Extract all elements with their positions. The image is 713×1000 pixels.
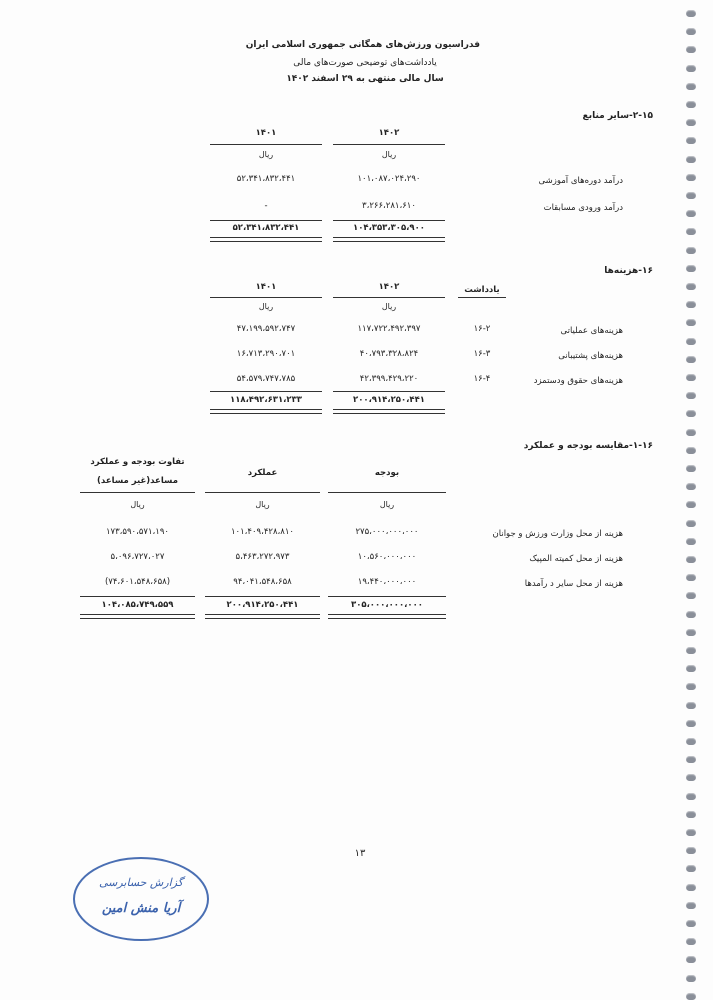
header-rule <box>328 492 446 493</box>
value-cell: (۷۴،۶۰۱،۵۴۸،۶۵۸) <box>104 577 171 587</box>
col-diff-header: تفاوت بودجه و عملکرد <box>90 457 185 467</box>
binding-ring <box>686 101 696 108</box>
subtotal-rule <box>80 596 195 597</box>
value-cell: - <box>264 201 268 211</box>
binding-ring <box>686 520 696 527</box>
note-col-header: یادداشت <box>464 285 500 295</box>
unit-label: ریال <box>381 150 397 159</box>
binding-ring <box>686 538 696 545</box>
binding-ring <box>686 10 696 17</box>
total-double-rule <box>80 614 195 619</box>
value-cell: ۹۴،۰۴۱،۵۴۸،۶۵۸ <box>233 577 292 587</box>
total-double-rule <box>328 614 446 619</box>
binding-ring <box>686 829 696 836</box>
value-cell: ۵،۴۶۳،۲۷۲،۹۷۳ <box>235 552 290 562</box>
section-16-title: ۱۶-هزینه‌ها <box>604 266 653 276</box>
row-label: درآمد دوره‌های آموزشی <box>538 176 623 186</box>
binding-ring <box>686 392 696 399</box>
binding-ring <box>686 738 696 745</box>
binding-ring <box>686 720 696 727</box>
subtotal-rule <box>333 220 445 221</box>
unit-label: ریال <box>379 500 395 509</box>
binding-ring <box>686 247 696 254</box>
row-label: هزینه‌های عملیاتی <box>560 326 623 336</box>
binding-ring <box>686 265 696 272</box>
value-cell: ۲۷۵،۰۰۰،۰۰۰،۰۰۰ <box>355 527 419 537</box>
note-ref: ۱۶-۳ <box>473 349 491 359</box>
binding-ring <box>686 83 696 90</box>
total-double-rule <box>210 237 322 242</box>
col-year-1401: ۱۴۰۱ <box>255 128 277 138</box>
value-cell: ۵،۰۹۶،۷۲۷،۰۲۷ <box>110 552 165 562</box>
binding-ring <box>686 647 696 654</box>
col-year-1402: ۱۴۰۲ <box>378 128 400 138</box>
note-ref: ۱۶-۴ <box>473 374 491 384</box>
col-actual-header: عملکرد <box>247 468 278 478</box>
binding-ring <box>686 592 696 599</box>
auditor-stamp <box>73 857 209 941</box>
header-rule <box>458 297 506 298</box>
binding-ring <box>686 137 696 144</box>
binding-ring <box>686 356 696 363</box>
total-cell: ۲۰۰،۹۱۴،۲۵۰،۴۴۱ <box>353 395 425 405</box>
row-label: درآمد ورودی مسابقات <box>543 203 623 213</box>
binding-ring <box>686 46 696 53</box>
value-cell: ۳،۲۶۶،۲۸۱،۶۱۰ <box>362 201 416 211</box>
binding-ring <box>686 665 696 672</box>
unit-label: ریال <box>381 302 397 311</box>
subtotal-rule <box>333 391 445 392</box>
binding-ring <box>686 410 696 417</box>
subtotal-rule <box>205 596 320 597</box>
stamp-line-1: گزارش حسابرسی <box>98 876 184 889</box>
section-16-1-title: ۱-۱۶-مقایسه بودجه و عملکرد <box>523 441 653 451</box>
binding-ring <box>686 774 696 781</box>
binding-ring <box>686 28 696 35</box>
subtotal-rule <box>210 220 322 221</box>
total-cell: ۱۰۴،۳۵۳،۳۰۵،۹۰۰ <box>353 223 425 233</box>
binding-ring <box>686 865 696 872</box>
total-double-rule <box>333 237 445 242</box>
binding-ring <box>686 119 696 126</box>
binding-ring <box>686 629 696 636</box>
total-cell: ۱۰۴،۰۸۵،۷۴۹،۵۵۹ <box>101 600 174 610</box>
total-cell: ۱۱۸،۴۹۲،۶۳۱،۲۳۳ <box>230 395 302 405</box>
binding-ring <box>686 884 696 891</box>
value-cell: ۴۰،۷۹۳،۳۲۸،۸۲۴ <box>359 349 419 359</box>
total-cell: ۳۰۵،۰۰۰،۰۰۰،۰۰۰ <box>351 600 423 610</box>
binding-ring <box>686 156 696 163</box>
binding-ring <box>686 975 696 982</box>
unit-label: ریال <box>130 500 145 509</box>
total-double-rule <box>210 409 322 414</box>
row-label: هزینه از محل سایر د رآمدها <box>524 579 623 589</box>
row-label: هزینه‌های پشتیبانی <box>558 351 623 361</box>
value-cell: ۵۲،۳۴۱،۸۳۲،۴۴۱ <box>236 174 296 184</box>
binding-ring <box>686 283 696 290</box>
value-cell: ۱۰۱،۰۸۷،۰۲۴،۲۹۰ <box>357 174 421 184</box>
binding-ring <box>686 174 696 181</box>
binding-ring <box>686 793 696 800</box>
binding-ring <box>686 811 696 818</box>
value-cell: ۱۱۷،۷۲۲،۴۹۲،۳۹۷ <box>357 324 421 334</box>
binding-ring <box>686 192 696 199</box>
doc-subtitle: یادداشت‌های توضیحی صورت‌های مالی <box>293 58 437 68</box>
col-diff-subheader: مساعد(غیر مساعد) <box>97 476 178 486</box>
binding-ring <box>686 847 696 854</box>
binding-ring <box>686 756 696 763</box>
total-double-rule <box>205 614 320 619</box>
row-label: هزینه‌های حقوق ودستمزد <box>533 376 623 386</box>
col-year-1401: ۱۴۰۱ <box>255 282 277 292</box>
value-cell: ۱۰،۵۶۰،۰۰۰،۰۰۰ <box>357 552 417 562</box>
fiscal-period: سال مالی منتهی به ۲۹ اسفند ۱۴۰۲ <box>286 74 444 84</box>
total-double-rule <box>333 409 445 414</box>
note-ref: ۱۶-۲ <box>473 324 491 334</box>
value-cell: ۵۴،۵۷۹،۷۴۷،۷۸۵ <box>236 374 296 384</box>
binding-ring <box>686 228 696 235</box>
binding-ring <box>686 483 696 490</box>
unit-label: ریال <box>258 302 274 311</box>
row-label: هزینه از محل وزارت ورزش و جوانان <box>492 529 623 539</box>
binding-ring <box>686 993 696 1000</box>
binding-ring <box>686 920 696 927</box>
header-rule <box>205 492 320 493</box>
total-cell: ۵۲،۳۴۱،۸۳۲،۴۴۱ <box>232 223 300 233</box>
col-budget-header: بودجه <box>374 468 400 478</box>
stamp-line-2: آریا منش امین <box>101 901 181 916</box>
unit-label: ریال <box>255 500 270 509</box>
value-cell: ۴۲،۳۹۹،۴۲۹،۲۲۰ <box>359 374 419 384</box>
subtotal-rule <box>328 596 446 597</box>
binding-ring <box>686 447 696 454</box>
binding-ring <box>686 501 696 508</box>
value-cell: ۱۰۱،۴۰۹،۴۲۸،۸۱۰ <box>230 527 294 537</box>
page-number: ۱۳ <box>354 848 366 859</box>
value-cell: ۴۷،۱۹۹،۵۹۲،۷۴۷ <box>236 324 296 334</box>
col-year-1402: ۱۴۰۲ <box>378 282 400 292</box>
binding-ring <box>686 429 696 436</box>
value-cell: ۱۶،۷۱۳،۲۹۰،۷۰۱ <box>236 349 296 359</box>
value-cell: ۱۹،۴۴۰،۰۰۰،۰۰۰ <box>357 577 417 587</box>
header-rule <box>210 297 322 298</box>
binding-ring <box>686 574 696 581</box>
binding-ring <box>686 319 696 326</box>
binding-ring <box>686 956 696 963</box>
subtotal-rule <box>210 391 322 392</box>
binding-ring <box>686 683 696 690</box>
total-cell: ۲۰۰،۹۱۴،۲۵۰،۴۴۱ <box>226 600 299 610</box>
binding-ring <box>686 556 696 563</box>
binding-ring <box>686 374 696 381</box>
binding-ring <box>686 210 696 217</box>
header-rule <box>333 297 445 298</box>
binding-ring <box>686 301 696 308</box>
binding-ring <box>686 611 696 618</box>
org-title: فدراسیون ورزش‌های همگانی جمهوری اسلامی ایران <box>245 40 480 50</box>
unit-label: ریال <box>258 150 274 159</box>
header-rule <box>333 144 445 145</box>
binding-ring <box>686 938 696 945</box>
header-rule <box>210 144 322 145</box>
binding-ring <box>686 465 696 472</box>
binding-ring <box>686 338 696 345</box>
binding-ring <box>686 702 696 709</box>
section-15-2-title: ۲-۱۵-سایر منابع <box>582 111 653 121</box>
binding-ring <box>686 902 696 909</box>
value-cell: ۱۷۳،۵۹۰،۵۷۱،۱۹۰ <box>105 527 169 537</box>
binding-ring <box>686 65 696 72</box>
header-rule <box>80 492 195 493</box>
row-label: هزینه از محل کمیته المپیک <box>529 554 623 564</box>
